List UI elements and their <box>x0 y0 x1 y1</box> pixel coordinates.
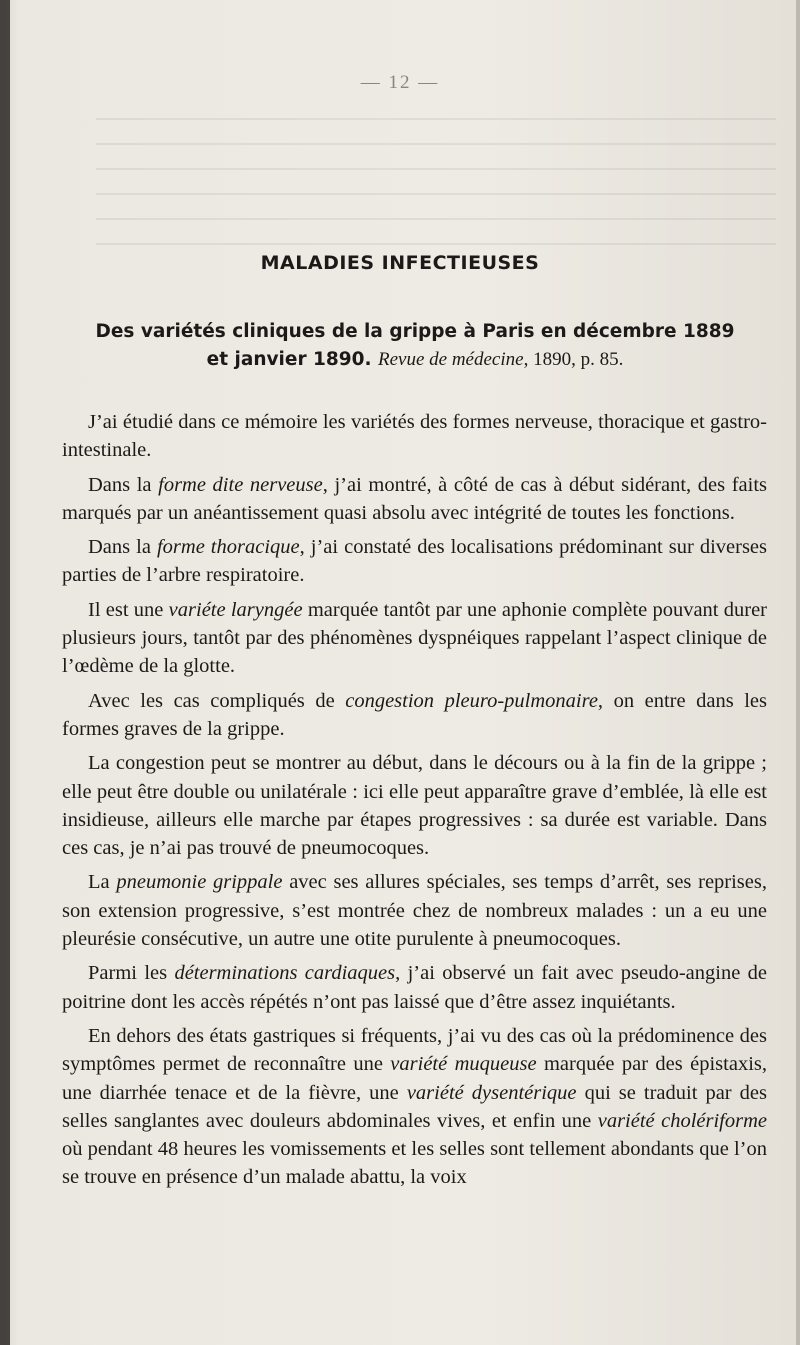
emphasis: congestion pleuro-pulmonaire <box>345 689 598 712</box>
text-run: En dehors des états gastriques si fréquents, j’ai vu des cas où la prédominence des symptômes permet de reconnaître une <box>62 1024 767 1076</box>
paragraph-9 <box>62 1022 767 1192</box>
text-run: , j’ai observé un fait avec pseudo-angine de poitrine dont les accès répétés n’ont pas laissé que d’être assez inquiétants. <box>62 962 768 1013</box>
emphasis: pneumonie grippale <box>116 871 283 894</box>
page-binding-edge <box>0 0 10 1345</box>
article-body <box>62 408 767 1198</box>
text-run: Parmi les <box>88 962 175 985</box>
text-run: qui se traduit par des selles sanglantes avec douleurs abdominales vives, et enfin une <box>62 1081 767 1132</box>
text-run: , on entre dans les formes graves de la grippe. <box>62 689 767 740</box>
text-run: Avec les cas compliqués de <box>88 689 346 712</box>
paragraph-1: J’ai étudié dans ce mémoire les variétés des formes nerveuse, thoracique et gastro-intestinale. <box>62 411 767 462</box>
article-title-date: et janvier 1890. <box>206 349 372 370</box>
text-run: marquée tantôt par une aphonie complète pouvant durer plusieurs jours, tantôt par des phénomènes dyspnéiques rappelant l’aspect clinique de l’œdème de la glotte. <box>62 598 767 678</box>
text-run: où pendant 48 heures les vomissements et les selles sont tellement abondants que l’on se trouve en présence d’un malade abattu, la voix <box>62 1138 767 1189</box>
paragraph-6: La congestion peut se montrer au début, dans le décours ou à la fin de la grippe ; elle peut être double ou unilatérale : ici elle peut apparaître grave d’emblée, là elle est insidieuse, ailleurs elle marche par étapes progressives : sa durée est variable. Dans ces cas, je n’ai pas trouvé de pneumocoques. <box>62 752 767 860</box>
text-run: Dans la <box>88 473 159 496</box>
paragraph-5 <box>62 687 767 744</box>
emphasis: forme thoracique <box>156 536 300 559</box>
emphasis: variéte laryngée <box>168 598 303 621</box>
text-run: Il est une <box>88 598 169 621</box>
paragraph-8 <box>62 959 767 1016</box>
journal-name: Revue de médecine <box>377 349 524 370</box>
citation: , 1890, p. 85. <box>523 349 624 370</box>
paragraph-3 <box>62 533 767 590</box>
text-run: avec ses allures spéciales, ses temps d’arrêt, ses reprises, son extension progressive, s’est montrée chez de nombreux malades : un a eu une pleurésie consécutive, un autre une otite purulente à pneumocoques. <box>62 871 767 951</box>
emphasis: variété dysentérique <box>406 1081 577 1104</box>
text-run: marquée par des épistaxis, une diarrhée tenace et de la fièvre, une <box>62 1053 767 1104</box>
emphasis: forme dite nerveuse <box>158 473 323 496</box>
emphasis: variété cholériforme <box>597 1109 768 1132</box>
text-run: , j’ai montré, à côté de cas à début sidérant, des faits marqués par un anéantissement quasi absolu avec intégrité de toutes les fonctions. <box>62 473 767 524</box>
text-run: La <box>88 871 117 894</box>
running-head: — 12 — <box>360 72 440 93</box>
article-title-line2 <box>62 346 768 374</box>
text-run: , j’ai constaté des localisations prédominant sur diverses parties de l’arbre respiratoire. <box>62 536 767 587</box>
emphasis: variété muqueuse <box>390 1053 537 1076</box>
section-title: MALADIES INFECTIEUSES <box>260 252 540 274</box>
text-run: Dans la <box>88 536 157 559</box>
show-through-texture <box>96 118 776 268</box>
article-heading <box>62 318 768 374</box>
page-right-edge <box>796 0 800 1345</box>
paragraph-4 <box>62 596 767 681</box>
article-title-line1: Des variétés cliniques de la grippe à Paris en décembre 1889 <box>95 321 735 342</box>
article-source <box>378 349 623 370</box>
emphasis: déterminations cardiaques <box>174 962 396 985</box>
paragraph-7 <box>62 868 767 953</box>
paragraph-2 <box>62 471 767 528</box>
